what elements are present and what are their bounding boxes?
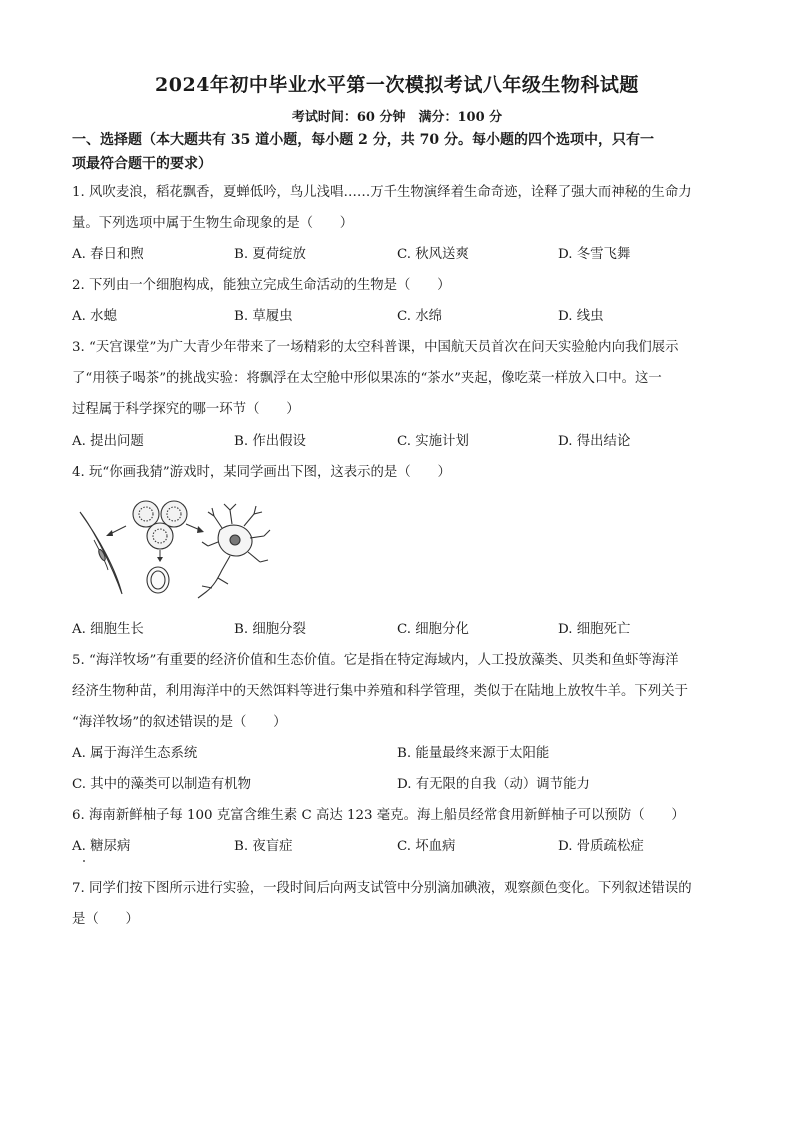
q4-option-b: B. 细胞分裂: [234, 622, 306, 637]
q1-text-line1: 1. 风吹麦浪，稻花飘香，夏蝉低吟，鸟儿浅唱……万千生物演绎着生命奇迹，诠释了强大而神秘的生命力: [72, 185, 692, 200]
q1-option-b: B. 夏荷绽放: [234, 247, 306, 262]
cell-cluster-icon: [133, 501, 187, 549]
q3-text-line3: 过程属于科学探究的哪一环节（ ）: [72, 402, 300, 417]
q1-option-c: C. 秋风送爽: [397, 247, 469, 262]
q6-option-a: A. 糖尿病: [72, 839, 131, 854]
q5-option-a: A. 属于海洋生态系统: [72, 746, 198, 761]
q5-text-line2: 经济生物种苗，利用海洋中的天然饵料等进行集中养殖和科学管理，类似于在陆地上放牧牛羊。下列关于: [72, 684, 688, 699]
q3-option-c: C. 实施计划: [397, 434, 469, 449]
q3-text-line1: 3. “天宫课堂”为广大青少年带来了一场精彩的太空科普课，中国航天员首次在问天实验舱内向我们展示: [72, 340, 679, 355]
q2-option-d: D. 线虫: [558, 309, 604, 324]
q3-text-line2: 了“用筷子喝茶”的挑战实验：将飘浮在太空舱中形似果冻的“茶水”夹起，像吃菜一样放入口中。这一: [72, 371, 662, 386]
section-heading-line2: 项最符合题干的要求）: [72, 156, 212, 172]
section-heading-line1: 一、选择题（本大题共有 35 道小题，每小题 2 分，共 70 分。每小题的四个选项中，只有一: [72, 132, 654, 148]
stray-dot: [83, 860, 85, 862]
q3-option-d: D. 得出结论: [558, 434, 631, 449]
q2-text-line1: 2. 下列由一个细胞构成，能独立完成生命活动的生物是（ ）: [72, 278, 451, 293]
q3-option-b: B. 作出假设: [234, 434, 306, 449]
cell-differentiation-figure: [72, 500, 272, 604]
q1-option-a: A. 春日和煦: [72, 247, 144, 262]
q6-option-d: D. 骨质疏松症: [558, 839, 644, 854]
q4-text-line1: 4. 玩“你画我猜”游戏时，某同学画出下图，这表示的是（ ）: [72, 465, 451, 480]
q3-option-a: A. 提出问题: [72, 434, 144, 449]
q6-option-c: C. 坏血病: [397, 839, 456, 854]
q5-option-b: B. 能量最终来源于太阳能: [397, 746, 550, 761]
exam-title: 2024年初中毕业水平第一次模拟考试八年级生物科试题: [155, 74, 639, 96]
q5-option-c: C. 其中的藻类可以制造有机物: [72, 777, 251, 792]
q1-text-line2: 量。下列选项中属于生物生命现象的是（ ）: [72, 216, 354, 231]
neuron-icon: [198, 504, 270, 598]
q2-option-a: A. 水螅: [72, 309, 117, 324]
q2-option-b: B. 草履虫: [234, 309, 293, 324]
q5-option-d: D. 有无限的自我（动）调节能力: [397, 777, 590, 792]
q5-text-line3: “海洋牧场”的叙述错误的是（ ）: [72, 715, 287, 730]
q4-option-c: C. 细胞分化: [397, 622, 469, 637]
q4-option-d: D. 细胞死亡: [558, 622, 631, 637]
q5-text-line1: 5. “海洋牧场”有重要的经济价值和生态价值。它是指在特定海域内，人工投放藻类、贝类和鱼虾等海洋: [72, 653, 679, 668]
q6-text-line1: 6. 海南新鲜柚子每 100 克富含维生素 C 高达 123 毫克。海上船员经常食用新鲜柚子可以预防（ ）: [72, 808, 685, 823]
round-cell-icon: [147, 567, 169, 593]
q4-option-a: A. 细胞生长: [72, 622, 144, 637]
q6-option-b: B. 夜盲症: [234, 839, 293, 854]
q7-text-line2: 是（ ）: [72, 912, 139, 927]
q1-option-d: D. 冬雪飞舞: [558, 247, 631, 262]
q7-text-line1: 7. 同学们按下图所示进行实验，一段时间后向两支试管中分别滴加碘液，观察颜色变化。下列叙述错误的: [72, 881, 692, 896]
exam-subtitle: 考试时间：60 分钟 满分：100 分: [291, 110, 503, 125]
q2-option-c: C. 水绵: [397, 309, 443, 324]
